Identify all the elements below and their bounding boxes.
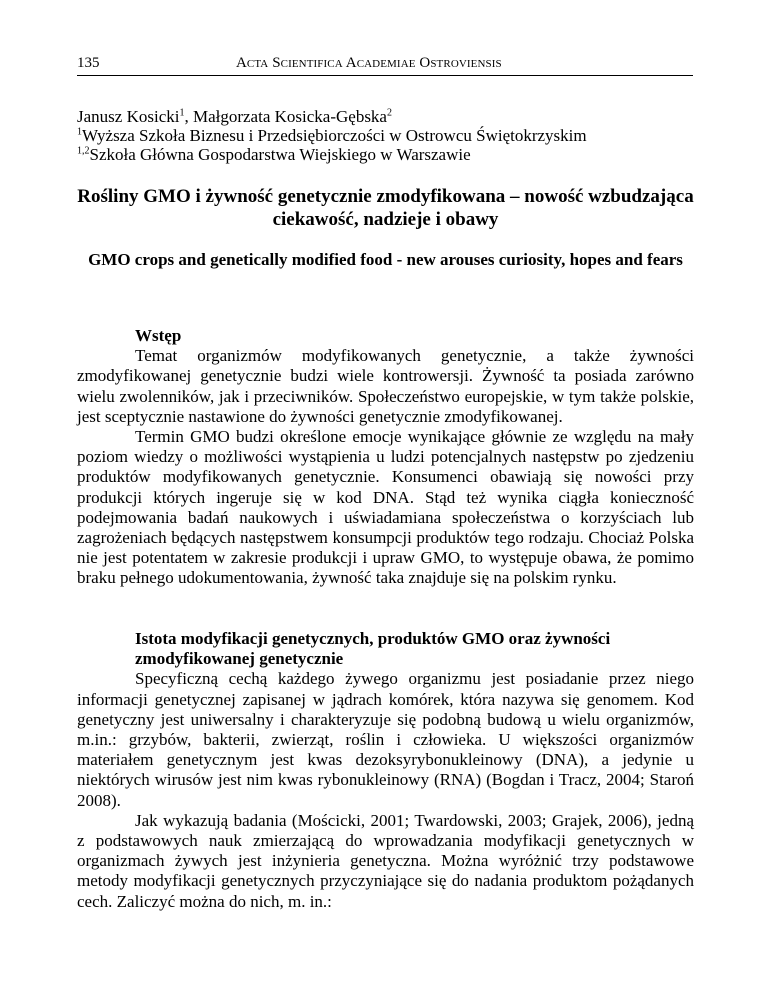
section-heading: Istota modyfikacji genetycznych, produktów GMO oraz żywności zmodyfikowanej genetycznie [135,629,611,669]
paper-title-polish: Rośliny GMO i żywność genetycznie zmodyfikowana – nowość wzbudzająca ciekawość, nadzieje i obawy [77,186,694,230]
page-number: 135 [77,55,100,71]
paragraph: Temat organizmów modyfikowanych genetycznie, a także żywności zmodyfikowanej genetycznie budzi wiele kontrowersji. Żywność ta posiada zarówno wielu zwolenników, jak i przeciwników. Społeczeństwo europejskie, w tym także polskie, jest sceptycznie nastawione do żywności genetycznie zmodyfikowanej. [77,346,694,426]
affiliation-1: $^1$Wyższa Szkoła Biznesu i Przedsiębiorczości w Ostrowcu Świętokrzyskim [77,126,587,145]
author-names: Janusz Kosicki$^1$, Małgorzata Kosicka-Gębska$^2$ [77,107,392,126]
paragraph: Termin GMO budzi określone emocje wynikające głównie ze względu na mały poziom wiedzy o możliwości wystąpienia u ludzi potencjalnych następstw po zjedzeniu produktów modyfikowanych genetycznie. Konsumenci obawiają się nowości przy produkcji których ingeruje się w kod DNA. Stąd też wynika ciągła konieczność podejmowania badań naukowych i uświadamiana społeczeństwa o korzyściach lub zagrożeniach będących następstwem konsumpcji produktów tego rodzaju. Chociaż Polska nie jest potentatem w zakresie produkcji i upraw GMO, to występuje obawa, że pomimo braku pełnego udokumentowania, żywność taka znajduje się na polskim rynku. [77,427,694,588]
affiliation-2: $^{1,2}$Szkoła Główna Gospodarstwa Wiejskiego w Warszawie [77,145,471,164]
section-gmo-essence [77,629,694,912]
paragraph: Jak wykazują badania (Mościcki, 2001; Twardowski, 2003; Grajek, 2006), jedną z podstawowych nauk zmierzającą do wprowadzania modyfikacji genetycznych w organizmach żywych jest inżynieria genetyczna. Można wyróżnić trzy podstawowe metody modyfikacji genetycznych przyczyniające się do nadania produktom pożądanych cech. Zaliczyć można do nich, m. in.: [77,810,694,911]
journal-title: Acta Scientifica Academiae Ostroviensis [236,55,502,71]
paragraph: Specyficzną cechą każdego żywego organizmu jest posiadanie przez niego informacji genetycznej zapisanej w jądrach komórek, która nazywa się genomem. Kod genetyczny jest uniwersalny i charakteryzuje się podobną budową u wielu organizmów, m.in.: grzybów, bakterii, zwierząt, roślin i człowieka. U większości organizmów materiałem genetycznym jest kwas dezoksyrybonukleinowy (DNA), a jedynie u niektórych wirusów jest nim kwas rybonukleinowy (RNA) (Bogdan i Tracz, 2004; Staroń 2008). [77,669,694,810]
paper-title-english: GMO crops and genetically modified food - new arouses curiosity, hopes and fears [88,250,683,269]
author-block [77,107,697,164]
section-introduction [77,326,694,589]
running-header [77,55,693,76]
section-heading: Wstęp [135,326,182,345]
